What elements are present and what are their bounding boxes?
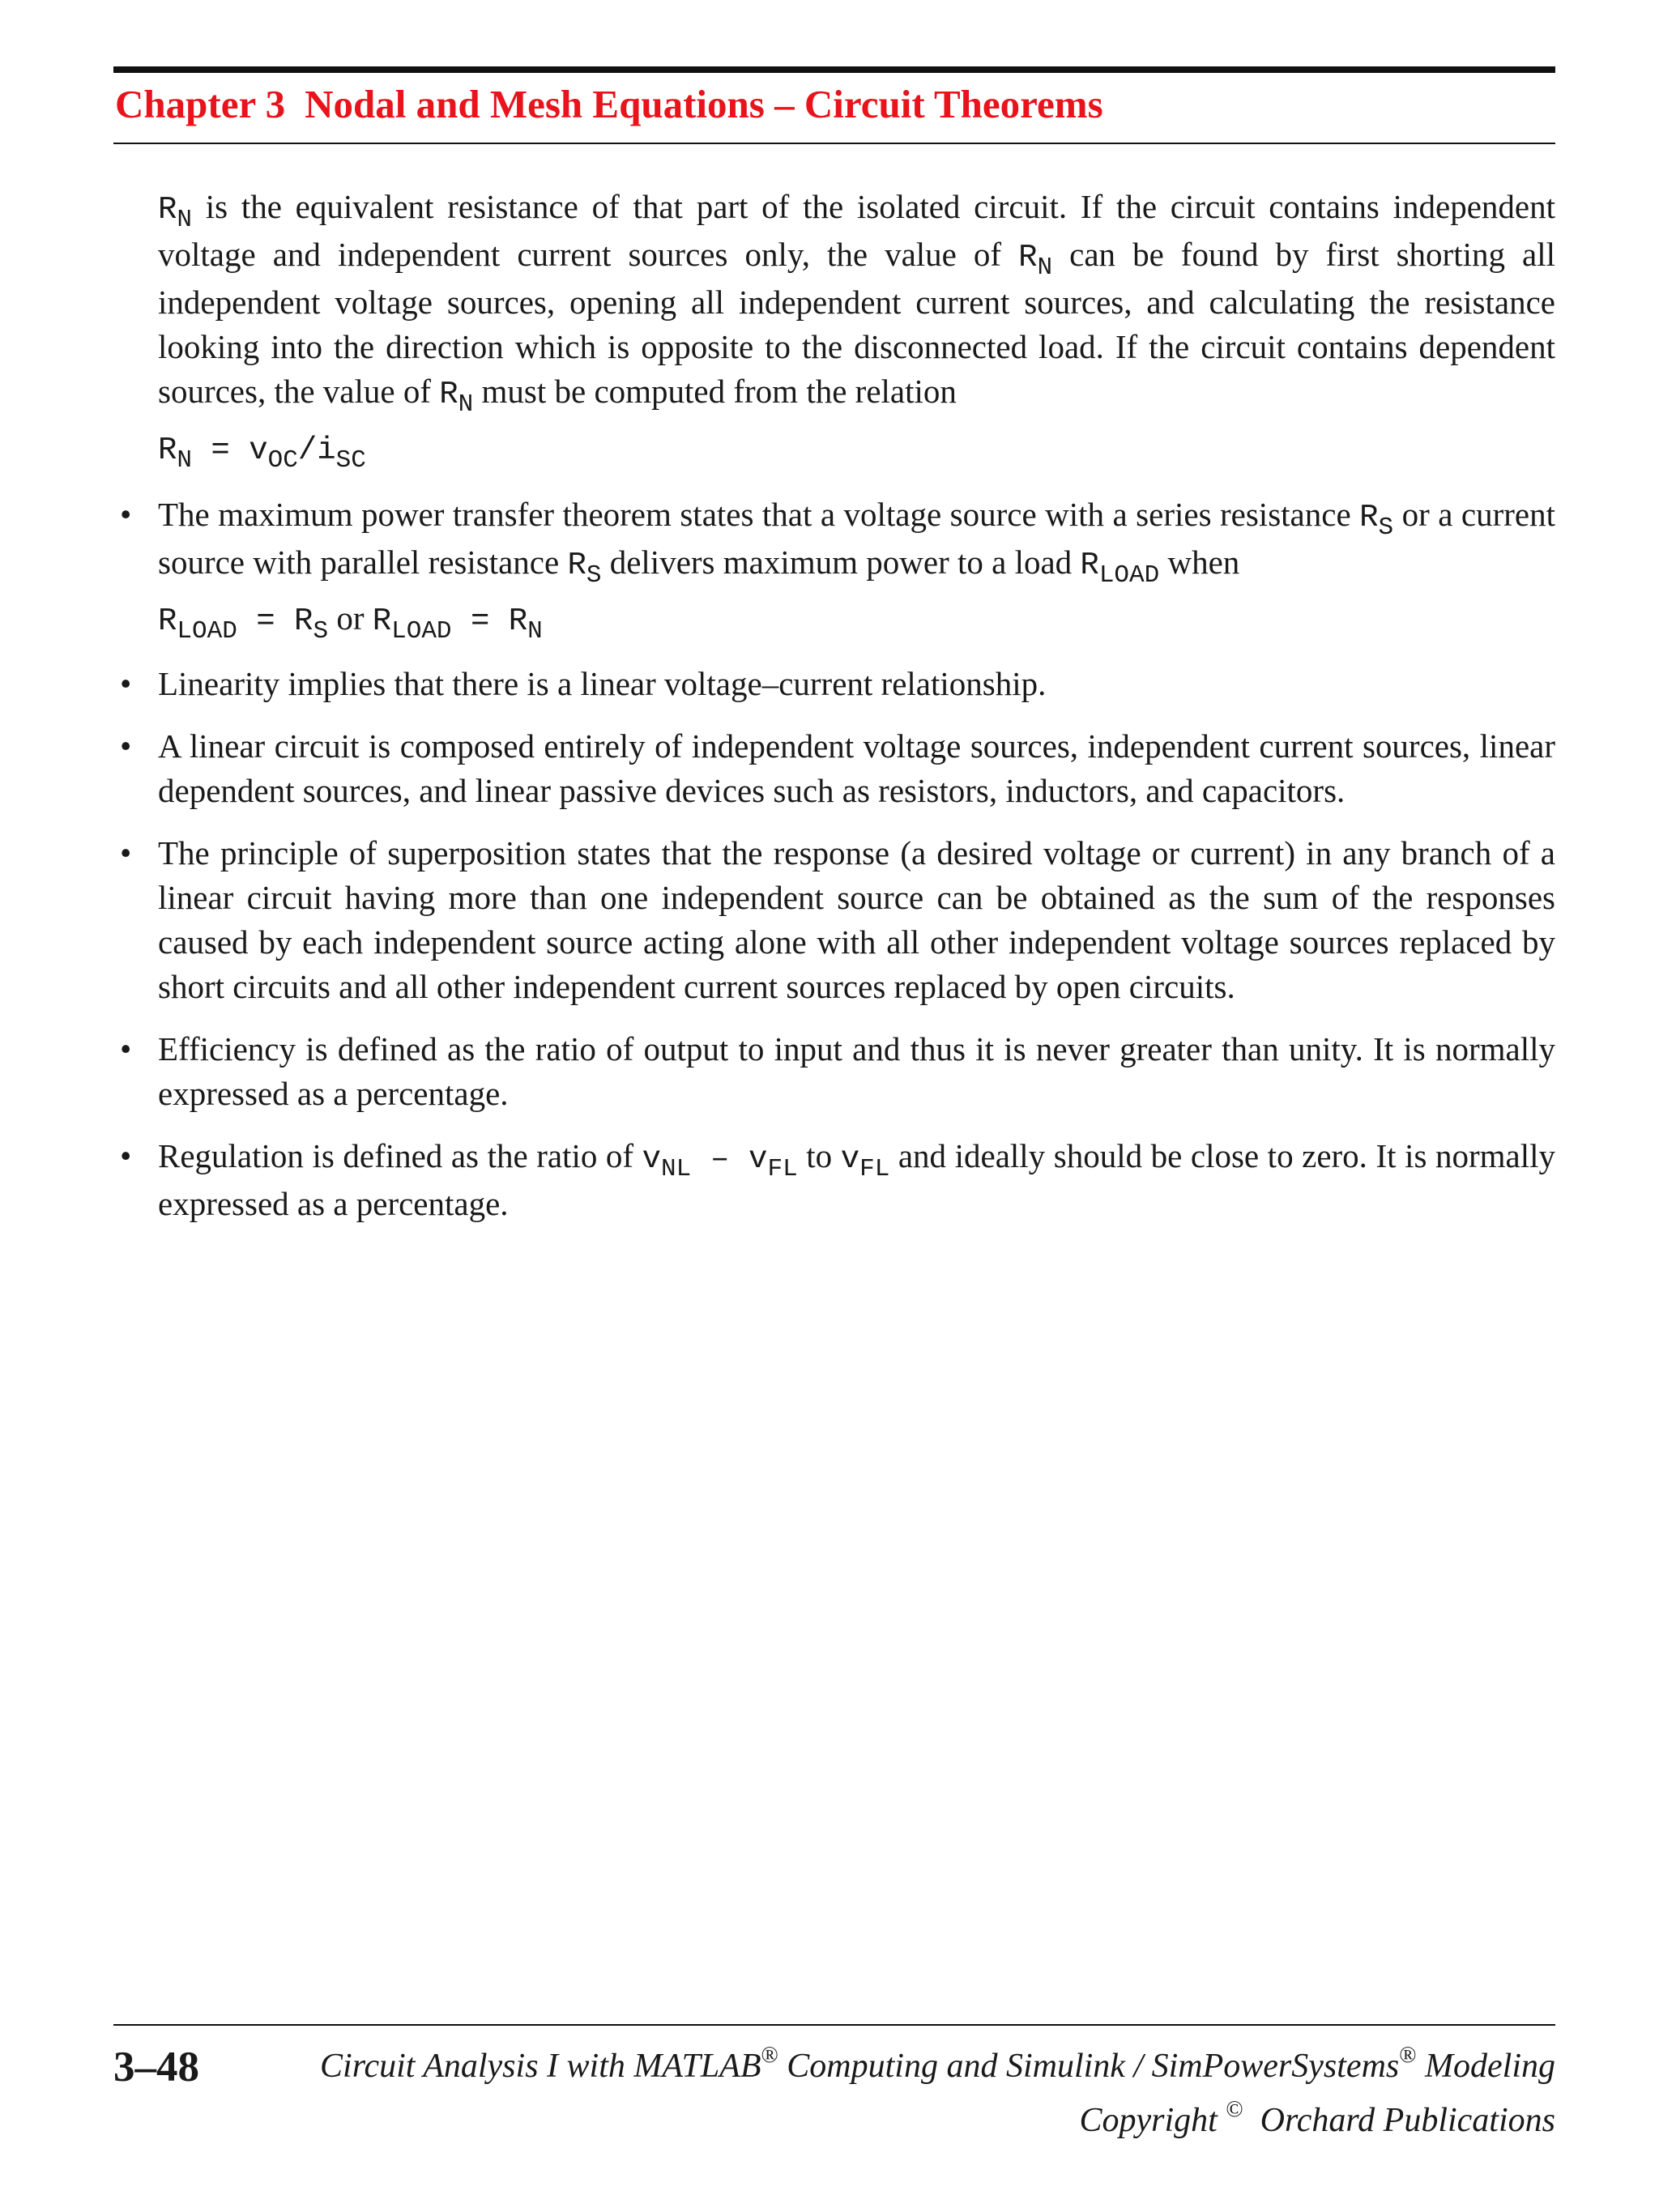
chapter-label: Chapter 3 (115, 82, 286, 126)
chapter-title: Nodal and Mesh Equations – Circuit Theorems (305, 82, 1103, 126)
formula-eq: = v (192, 433, 268, 468)
rload-subscript: LOAD (1098, 561, 1160, 590)
formula-lhs: R (158, 433, 177, 468)
nl-subscript: NL (661, 1155, 692, 1183)
regulation-text-2: and ideally should be close to zero. It is normally expressed as a percentage. (158, 1137, 1555, 1222)
copyright-mark: © (1226, 2097, 1243, 2122)
superposition-text: The principle of superposition states that the response (a desired voltage or current) in any branch of a linear circuit having more than one independent source can be obtained as the sum of the responses caused by each independent source acting alone with all other independent voltage sources replaced by short circuits and all other independent current sources replaced by open circuits. (158, 834, 1555, 1005)
bullet-max-power (113, 492, 1555, 644)
formula-or: or (328, 599, 373, 637)
v-symbol: v (840, 1141, 860, 1177)
rload-symbol: R (1080, 548, 1099, 583)
fl-subscript: FL (859, 1155, 890, 1183)
rload-subscript: LOAD (391, 617, 452, 646)
bullet-glyph: • (120, 1030, 132, 1068)
fl-subscript: FL (767, 1155, 798, 1183)
rn-symbol: R (1018, 240, 1038, 275)
publisher-name: Orchard Publications (1243, 2102, 1555, 2139)
bullet-glyph: • (120, 834, 132, 872)
bullet-regulation (113, 1134, 1555, 1226)
linearity-text: Linearity implies that there is a linear voltage–current relationship. (158, 665, 1047, 702)
minus-v: – v (691, 1141, 768, 1177)
bullet-linearity (113, 662, 1555, 706)
rload-subscript: LOAD (177, 617, 237, 646)
header-bottom-rule (113, 143, 1555, 144)
rn-text-1: is the equivalent resistance of that part of the isolated circuit. If the circuit contains independent voltage and independent current sources only, the value of (158, 188, 1555, 273)
formula-slash: /i (297, 433, 336, 468)
bullet-glyph: • (120, 727, 132, 765)
rn-symbol: R (158, 192, 177, 228)
efficiency-text: Efficiency is defined as the ratio of output to input and thus it is never greater than unity. It is normally expressed as a percentage. (158, 1030, 1555, 1112)
rn-subscript: N (1037, 254, 1053, 282)
rload-symbol: R (372, 603, 392, 639)
rn-subscript: N (177, 206, 193, 234)
bullet-linear-circuit (113, 724, 1555, 813)
book-title-part-2: Computing and Simulink / SimPowerSystems (778, 2048, 1400, 2085)
bullet-glyph: • (120, 496, 132, 533)
rs-symbol: R (1359, 500, 1379, 535)
rn-text-2: can be found by first shorting all independent voltage sources, opening all independent current sources, and calculating the resistance looking into the direction which is opposite to the disconnected load. If the circuit contains dependent sources, the value of (158, 236, 1555, 410)
rn-subscript: N (527, 617, 543, 646)
chapter-heading (115, 81, 1103, 127)
footer-rule (113, 2024, 1555, 2026)
rs-subscript: S (586, 561, 602, 590)
registered-mark: ® (761, 2043, 778, 2068)
max-power-text-3: delivers maximum power to a load (601, 543, 1081, 581)
book-title-part-3: Modeling (1416, 2048, 1555, 2085)
bullet-glyph: • (120, 1137, 132, 1174)
copyright-word: Copyright (1079, 2102, 1226, 2139)
rn-formula (158, 425, 1555, 473)
header-top-rule (113, 66, 1555, 73)
regulation-to: to (797, 1137, 841, 1174)
registered-mark: ® (1399, 2043, 1417, 2068)
linear-circuit-text: A linear circuit is composed entirely of independent voltage sources, independent current sources, linear dependent sources, and linear passive devices such as resistors, inductors, and capacitors. (158, 727, 1555, 809)
max-power-text-2: or a current source with parallel resistance (158, 496, 1555, 581)
formula-oc-sub: OC (267, 446, 298, 475)
regulation-text-1: Regulation is defined as the ratio of (158, 1137, 642, 1174)
book-title (320, 2043, 1555, 2086)
rload-symbol: R (158, 603, 177, 639)
rs-subscript: S (313, 617, 329, 646)
max-power-formula (158, 596, 1555, 644)
bullet-superposition (113, 831, 1555, 1009)
rs-symbol: R (567, 548, 586, 583)
v-symbol: v (642, 1141, 662, 1177)
book-title-part-1: Circuit Analysis I with MATLAB (320, 2048, 761, 2085)
page-body (113, 185, 1555, 1226)
formula-sc-sub: SC (335, 446, 366, 475)
rn-text-3: must be computed from the relation (473, 373, 957, 410)
max-power-text-1: The maximum power transfer theorem states that a voltage source with a series resistance (158, 496, 1360, 533)
copyright-line (1079, 2097, 1556, 2140)
rn-symbol: R (439, 377, 458, 412)
max-power-text-4: when (1159, 543, 1240, 581)
formula-lhs-sub: N (177, 446, 193, 475)
bullet-glyph: • (120, 665, 132, 702)
formula-eq: = R (451, 603, 528, 639)
rn-paragraph (158, 185, 1555, 473)
formula-eq: = R (237, 603, 313, 639)
page-number: 3–48 (113, 2044, 199, 2091)
bullet-efficiency (113, 1027, 1555, 1116)
rs-subscript: S (1378, 514, 1394, 542)
rn-subscript: N (458, 390, 474, 419)
